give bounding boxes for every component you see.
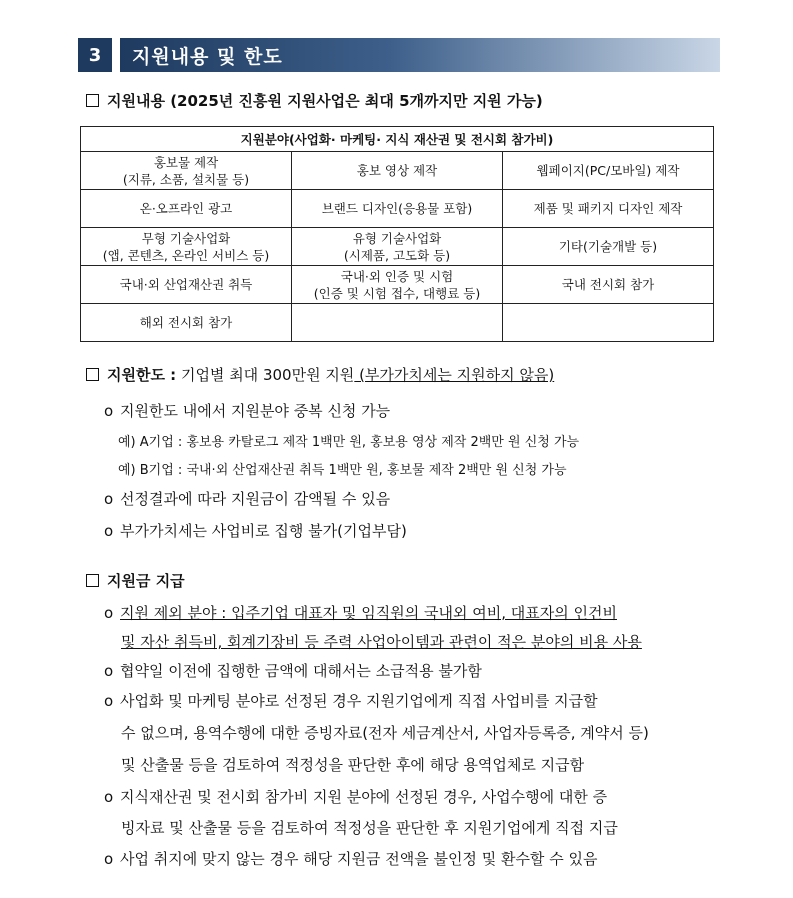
- bullet-marker: o: [104, 850, 114, 868]
- payment-heading: 지원금 지급: [86, 570, 185, 591]
- table-cell: [292, 304, 503, 342]
- list-item: o 지원한도 내에서 지원분야 중복 신청 가능: [104, 402, 391, 420]
- table-cell: 유형 기술사업화 (시제품, 고도화 등): [292, 228, 503, 266]
- list-item: o 선정결과에 따라 지원금이 감액될 수 있음: [104, 490, 391, 508]
- vat-note: (부가가치세는 지원하지 않음): [354, 366, 555, 384]
- table-cell: 무형 기술사업화 (앱, 콘텐츠, 온라인 서비스 등): [81, 228, 292, 266]
- example-b: 예) B기업 : 국내·외 산업재산권 취득 1백만 원, 홍보물 제작 2백만 원 신청 가능: [118, 463, 567, 478]
- example-a: 예) A기업 : 홍보용 카탈로그 제작 1백만 원, 홍보용 영상 제작 2백만 원 신청 가능: [118, 435, 580, 450]
- list-item: o 사업화 및 마케팅 분야로 선정된 경우 지원기업에게 직접 사업비를 지급할: [104, 692, 598, 710]
- table-row: [81, 228, 714, 266]
- table-cell: 온·오프라인 광고: [81, 190, 292, 228]
- table-cell: 해외 전시회 참가: [81, 304, 292, 342]
- list-item: o 사업 취지에 맞지 않는 경우 해당 지원금 전액을 불인정 및 환수할 수 있음: [104, 850, 598, 868]
- list-item: o 지원 제외 분야 : 입주기업 대표자 및 임직원의 국내외 여비, 대표자의 인건비: [104, 604, 617, 622]
- list-item-continuation: 빙자료 및 산출물 등을 검토하여 적정성을 판단한 후 지원기업에게 직접 지급: [121, 819, 618, 837]
- list-item-continuation: 수 없으며, 용역수행에 대한 증빙자료(전자 세금계산서, 사업자등록증, 계약서 등): [121, 724, 649, 742]
- section-title: 지원내용 및 한도: [120, 38, 720, 72]
- support-limit-heading: 지원한도 : 기업별 최대 300만원 지원 (부가가치세는 지원하지 않음): [86, 364, 554, 385]
- checkbox-square-icon: [86, 368, 99, 381]
- bullet-marker: o: [104, 402, 114, 420]
- bullet-marker: o: [104, 522, 114, 540]
- list-item-continuation: 및 자산 취득비, 회계기장비 등 주력 사업아이템과 관련이 적은 분야의 비용 사용: [121, 633, 642, 651]
- section-header: [78, 38, 720, 72]
- bullet-marker: o: [104, 490, 114, 508]
- table-cell: 제품 및 패키지 디자인 제작: [503, 190, 714, 228]
- list-item: o 협약일 이전에 집행한 금액에 대해서는 소급적용 불가함: [104, 662, 482, 680]
- table-cell: 홍보물 제작 (지류, 소품, 설치물 등): [81, 152, 292, 190]
- checkbox-square-icon: [86, 574, 99, 587]
- table-row: [81, 304, 714, 342]
- bullet-marker: o: [104, 788, 114, 806]
- list-item: o 지식재산권 및 전시회 참가비 지원 분야에 선정된 경우, 사업수행에 대한 증: [104, 788, 608, 806]
- bullet-marker: o: [104, 692, 114, 710]
- table-cell: 국내·외 인증 및 시험 (인증 및 시험 접수, 대행료 등): [292, 266, 503, 304]
- table-row: [81, 152, 714, 190]
- list-item-continuation: 및 산출물 등을 검토하여 적정성을 판단한 후에 해당 용역업체로 지급함: [121, 756, 585, 774]
- table-row: [81, 190, 714, 228]
- table-cell: 홍보 영상 제작: [292, 152, 503, 190]
- table-cell: 국내·외 산업재산권 취득: [81, 266, 292, 304]
- bullet-marker: o: [104, 662, 114, 680]
- support-field-table: [80, 126, 714, 342]
- section-number: 3: [78, 38, 112, 72]
- table-cell: [503, 304, 714, 342]
- table-cell: 브랜드 디자인(응용물 포함): [292, 190, 503, 228]
- checkbox-square-icon: [86, 94, 99, 107]
- table-header: 지원분야(사업화· 마케팅· 지식 재산권 및 전시회 참가비): [81, 127, 714, 152]
- support-content-heading: 지원내용 (2025년 진흥원 지원사업은 최대 5개까지만 지원 가능): [86, 90, 543, 111]
- bullet-marker: o: [104, 604, 114, 622]
- table-cell: 웹페이지(PC/모바일) 제작: [503, 152, 714, 190]
- support-content-note: (2025년 진흥원 지원사업은 최대 5개까지만 지원 가능): [164, 92, 543, 110]
- table-cell: 기타(기술개발 등): [503, 228, 714, 266]
- table-row: [81, 266, 714, 304]
- list-item: o 부가가치세는 사업비로 집행 불가(기업부담): [104, 522, 407, 540]
- table-cell: 국내 전시회 참가: [503, 266, 714, 304]
